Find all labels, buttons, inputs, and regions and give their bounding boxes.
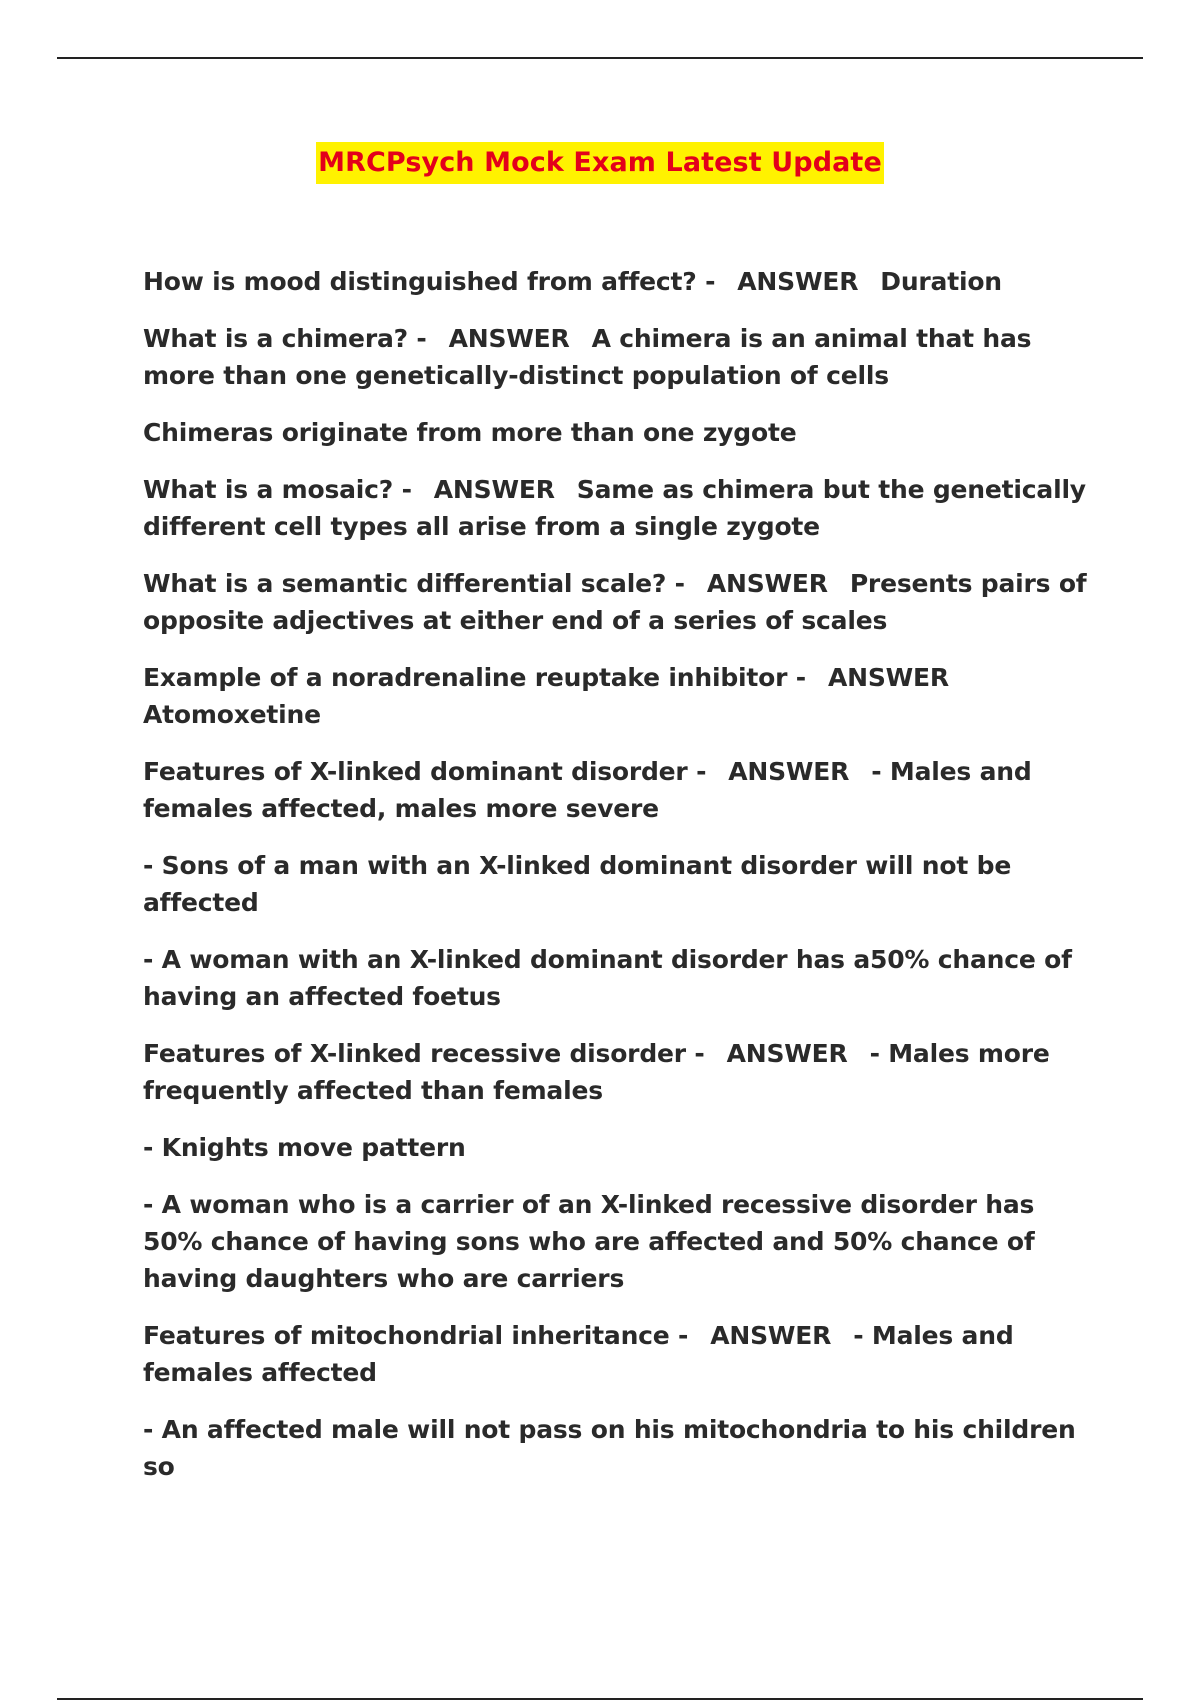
question-text: Features of mitochondrial inheritance - <box>143 1321 689 1350</box>
answer-label: ANSWER <box>737 267 859 296</box>
answer-text: - Males and females affected, males more severe <box>143 757 1041 823</box>
title-container <box>0 142 1200 184</box>
note-item: - An affected male will not pass on his mitochondria to his children so <box>143 1415 1085 1481</box>
answer-label: ANSWER <box>706 569 828 598</box>
qa-item <box>143 753 1093 827</box>
question-text: What is a semantic differential scale? - <box>143 569 685 598</box>
qa-item <box>143 471 1093 545</box>
answer-label: ANSWER <box>728 757 850 786</box>
answer-text: A chimera is an animal that has more than one genetically-distinct population of cells <box>143 324 1040 390</box>
answer-label: ANSWER <box>433 475 555 504</box>
answer-text: - Males and females affected <box>143 1321 1023 1387</box>
note-item: - A woman with an X-linked dominant disorder has a50% chance of having an affected foetus <box>143 945 1081 1011</box>
answer-label: ANSWER <box>726 1039 848 1068</box>
answer-label: ANSWER <box>448 324 570 353</box>
note-item: - A woman who is a carrier of an X-linked recessive disorder has 50% chance of having sons who are affected and 50% chance of having daughters who are carriers <box>143 1190 1044 1293</box>
answer-label: ANSWER <box>827 663 949 692</box>
question-text: How is mood distinguished from affect? - <box>143 267 716 296</box>
qa-item <box>143 263 1093 300</box>
qa-item <box>143 565 1096 639</box>
note-item: - Sons of a man with an X-linked dominant disorder will not be affected <box>143 851 1020 917</box>
question-text: Features of X-linked dominant disorder - <box>143 757 707 786</box>
answer-text: - Males more frequently affected than females <box>143 1039 1059 1105</box>
question-text: What is a mosaic? - <box>143 475 412 504</box>
page-title: MRCPsych Mock Exam Latest Update <box>316 142 884 184</box>
qa-item <box>143 1317 1093 1391</box>
answer-text: Duration <box>880 267 1002 296</box>
answer-text: Presents pairs of opposite adjectives at either end of a series of scales <box>143 569 1096 635</box>
question-text: Example of a noradrenaline reuptake inhibitor - <box>143 663 806 692</box>
question-text: Features of X-linked recessive disorder - <box>143 1039 705 1068</box>
qa-item <box>143 659 1093 733</box>
answer-text: Atomoxetine <box>143 700 321 729</box>
qa-item <box>143 1035 1093 1109</box>
top-rule <box>57 57 1143 59</box>
note-item: Chimeras originate from more than one zygote <box>143 418 797 447</box>
qa-item <box>143 320 1093 394</box>
note-item: - Knights move pattern <box>143 1133 466 1162</box>
answer-text: Same as chimera but the genetically different cell types all arise from a single zygote <box>143 475 1095 541</box>
question-text: What is a chimera? - <box>143 324 427 353</box>
answer-label: ANSWER <box>710 1321 832 1350</box>
document-body <box>143 263 1096 1505</box>
